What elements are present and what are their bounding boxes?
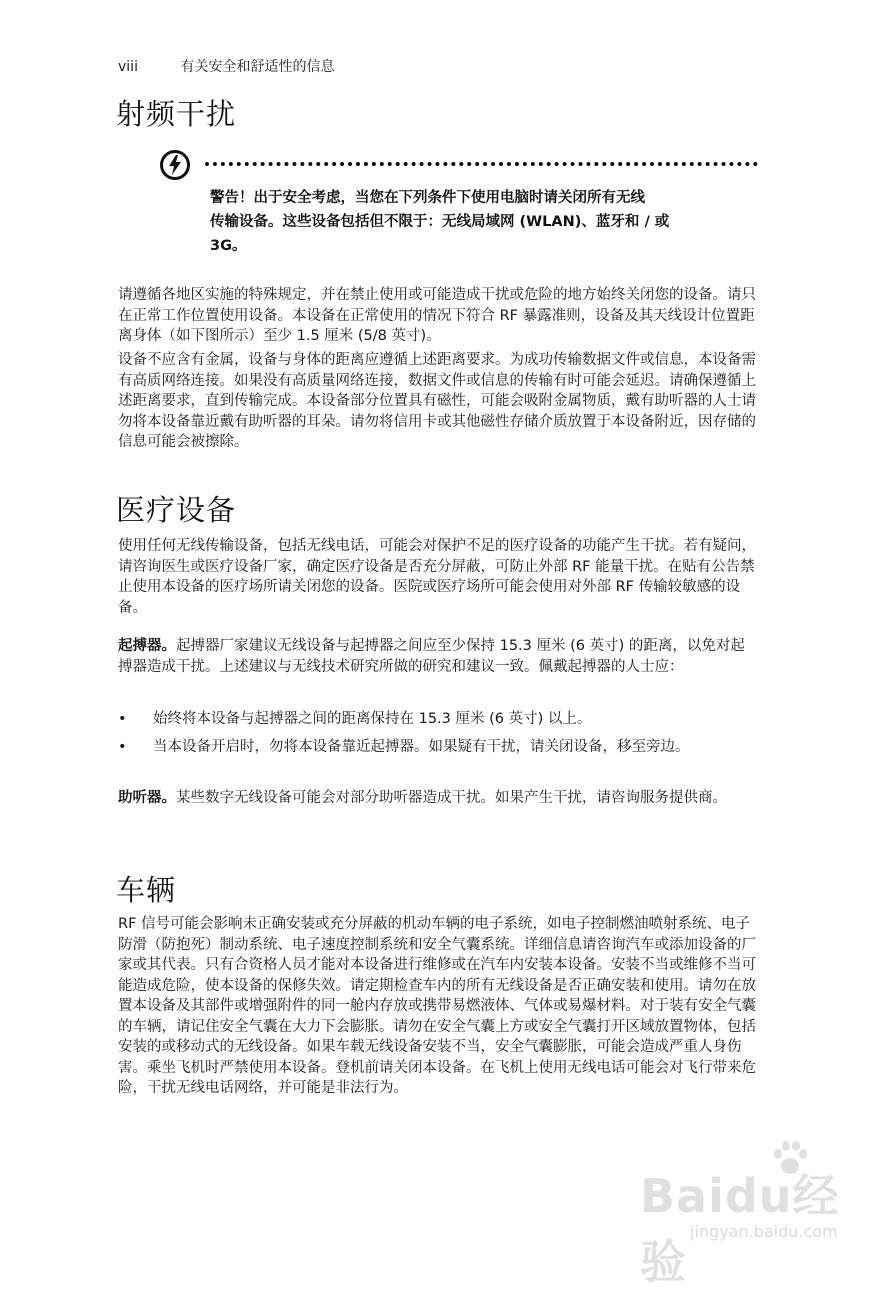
baidu-watermark: [620, 1140, 870, 1289]
bullet-icon: •: [118, 739, 127, 755]
section-title-medical: 医疗设备: [116, 493, 237, 527]
warning-divider: [205, 162, 758, 166]
rf-paragraph-1: 请遵循各地区实施的特殊规定，并在禁止使用或可能造成干扰或危险的地方始终关闭您的设备。请只在正常工作位置使用设备。本设备在正常使用的情况下符合 RF 暴露准则，设备及其天线设计位置距离身体（如下图所示）至少 1.5 厘米 (5/8 英寸)。: [118, 287, 756, 344]
page-number: viii: [118, 59, 138, 75]
medical-paragraph: 使用任何无线传输设备，包括无线电话，可能会对保护不足的医疗设备的功能产生干扰。若有疑问，请咨询医生或医疗设备厂家，确定医疗设备是否充分屏蔽，可防止外部 RF 能量干扰。在贴有公告禁止使用本设备的医疗场所请关闭您的设备。医院或医疗场所可能会使用对外部 RF 传输较敏感的设备。: [118, 538, 756, 616]
pacemaker-label: 起搏器。: [118, 638, 176, 654]
hearing-aid-label: 助听器。: [118, 790, 176, 806]
hearing-aid-paragraph: [118, 788, 758, 809]
bullet-icon: •: [118, 711, 127, 727]
running-header: [118, 56, 334, 76]
warning-text: 警告！出于安全考虑，当您在下列条件下使用电脑时请关闭所有无线 传输设备。这些设备包括但不限于：无线局域网 (WLAN)、蓝牙和 / 或 3G。: [210, 190, 670, 254]
lightning-warning-icon: [160, 150, 190, 180]
section-title-rf: 射频干扰: [116, 97, 237, 131]
rf-paragraph-2: 设备不应含有金属，设备与身体的距离应遵循上述距离要求。为成功传输数据文件或信息，本设备需有高质网络连接。如果没有高质量网络连接，数据文件或信息的传输有时可能会延迟。请确保遵循上述距离要求，直到传输完成。本设备部分位置具有磁性，可能会吸附金属物质，戴有助听器的人士请勿将本设备靠近戴有助听器的耳朵。请勿将信用卡或其他磁性存储介质放置于本设备附近，因存储的信息可能会被擦除。: [118, 352, 756, 450]
vehicles-paragraph: RF 信号可能会影响未正确安装或充分屏蔽的机动车辆的电子系统，如电子控制燃油喷射系统、电子防滑（防抱死）制动系统、电子速度控制系统和安全气囊系统。详细信息请咨询汽车或添加设备的厂家或其代表。只有合资格人员才能对本设备进行维修或在汽车内安装本设备。安装不当或维修不当可能造成危险，使本设备的保修失效。请定期检查车内的所有无线设备是否正确安装和使用。请勿在放置本设备及其部件或增强附件的同一舱内存放或携带易燃液体、气体或易爆材料。对于装有安全气囊的车辆，请记住安全气囊在大力下会膨胀。请勿在安全气囊上方或安全气囊打开区域放置物体，包括安装的或移动式的无线设备。如果车载无线设备安装不当，安全气囊膨胀，可能会造成严重人身伤害。乘坐飞机时严禁使用本设备。登机前请关闭本设备。在飞机上使用无线电话可能会对飞行带来危险，干扰无线电话网络，并可能是非法行为。: [118, 916, 756, 1096]
section-title-vehicles: 车辆: [116, 873, 177, 907]
pacemaker-text: 起搏器厂家建议无线设备与起搏器之间应至少保持 15.3 厘米 (6 英寸) 的距离，以免对起搏器造成干扰。上述建议与无线技术研究所做的研究和建议一致。佩戴起搏器的人士应：: [118, 638, 745, 675]
pacemaker-paragraph: [118, 636, 758, 677]
chapter-title: 有关安全和舒适性的信息: [180, 59, 335, 75]
watermark-url: jingyan.baidu.com: [690, 1222, 838, 1241]
hearing-aid-text: 某些数字无线设备可能会对部分助听器造成干扰。如果产生干扰，请咨询服务提供商。: [176, 790, 727, 806]
watermark-brand: Baidu经验: [640, 1169, 840, 1289]
